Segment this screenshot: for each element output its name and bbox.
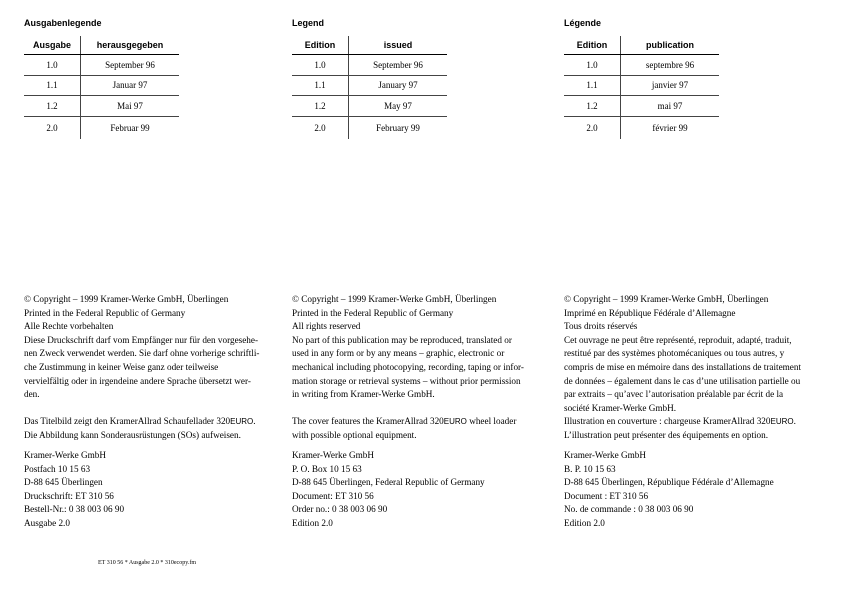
address-block: Kramer-Werke GmbH B. P. 10 15 63 D-88 645 Überlingen, République Fédérale d’Allemagne Document : ET 310 56 No. de commande : 0 38 003 06 90 Edition 2.0 [564, 450, 774, 528]
cell: février 99 [652, 122, 688, 133]
header-edition: Ausgabe [24, 36, 81, 55]
table-row [24, 55, 179, 76]
cell: Januar 97 [81, 75, 180, 96]
table-row [24, 116, 179, 139]
cell: 1.0 [24, 55, 81, 76]
cell: Februar 99 [110, 122, 150, 133]
header-issued: issued [349, 36, 448, 55]
header-issued: herausgegeben [81, 36, 180, 55]
page-footer: ET 310 56 * Ausgabe 2.0 * 310ecopy.fm [98, 560, 196, 566]
table-row [564, 96, 719, 117]
legend-title: Legend [292, 18, 325, 28]
cell: 1.0 [292, 55, 349, 76]
table-row [24, 75, 179, 96]
euro-mark: EURO [443, 417, 467, 427]
table-row [564, 55, 719, 76]
table-row [292, 75, 447, 96]
edition-table [564, 36, 719, 139]
cell: 1.2 [564, 96, 621, 117]
euro-mark: EURO [770, 417, 794, 427]
legend-title: Légende [564, 18, 602, 28]
legend-title: Ausgabenlegende [24, 18, 102, 28]
cell: janvier 97 [621, 75, 720, 96]
table-row [292, 116, 447, 139]
cell: January 97 [349, 75, 448, 96]
cell: September 96 [349, 55, 448, 76]
table-row [24, 96, 179, 117]
table-row [292, 96, 447, 117]
copyright-text: © Copyright – 1999 Kramer-Werke GmbH, Überlingen Imprimé en République Fédérale d’Allemagne Tous droits réservés Cet ouvrage ne peut être représenté, reproduit, adapté, traduit, restitué par des systèmes photomécaniques ou tous autres, y compris de mise en mémoire dans des installations de traitement de données – également dans le cas d’une utilisation partielle ou par extraits – qu’avec l’autorisation préalable par écrit de la société Kramer-Werke GmbH. Illustration en couverture : chargeuse KramerAllrad 320EURO. L’illustration peut présenter des équipements en option. [564, 294, 802, 440]
cell: 1.0 [564, 55, 621, 76]
cell: September 96 [81, 55, 180, 76]
cell: septembre 96 [621, 55, 720, 76]
edition-table [292, 36, 447, 139]
cell: 2.0 [564, 116, 621, 139]
header-edition: Edition [292, 36, 349, 55]
cell: 1.1 [564, 75, 621, 96]
copyright-text: © Copyright – 1999 Kramer-Werke GmbH, Überlingen Printed in the Federal Republic of Germany All rights reserved No part of this publication may be reproduced, translated or used in any form or by any means – graphic, electronic or mechanical including photocopying, recording, taping or infor- mation storage or retrieval systems – without prior permission in writing from Kramer-Werke GmbH. The cover features the KramerAllrad 320EURO wheel loader with possible optional equipment. [292, 294, 524, 440]
address-block: Kramer-Werke GmbH Postfach 10 15 63 D-88 645 Überlingen Druckschrift: ET 310 56 Bestell-Nr.: 0 38 003 06 90 Ausgabe 2.0 [24, 450, 125, 528]
cell: mai 97 [621, 96, 720, 117]
cell: 2.0 [24, 116, 81, 139]
euro-mark: EURO [230, 417, 254, 427]
edition-table [24, 36, 179, 139]
cell: 1.1 [292, 75, 349, 96]
cell: Mai 97 [81, 96, 180, 117]
copyright-text: © Copyright – 1999 Kramer-Werke GmbH, Überlingen Printed in the Federal Republic of Germany Alle Rechte vorbehalten Diese Druckschrift darf vom Empfänger nur für den vorgesehe- nen Zweck verwendet werden. Sie darf ohne vorherige schriftli- che Zustimmung in keiner Weise ganz oder teilweise vervielfältig oder in irgendeine andere Sprache übersetzt wer- den. Das Titelbild zeigt den KramerAllrad Schaufellader 320EURO. Die Abbildung kann Sonderausrüstungen (SOs) aufweisen. [24, 294, 260, 440]
cell: 1.1 [24, 75, 81, 96]
table-row [292, 55, 447, 76]
cell: February 99 [376, 122, 420, 133]
header-edition: Edition [564, 36, 621, 55]
header-issued: publication [621, 36, 720, 55]
cell: 1.2 [24, 96, 81, 117]
cell: 1.2 [292, 96, 349, 117]
cell: May 97 [349, 96, 448, 117]
address-block: Kramer-Werke GmbH P. O. Box 10 15 63 D-88 645 Überlingen, Federal Republic of Germany Document: ET 310 56 Order no.: 0 38 003 06 90 Edition 2.0 [292, 450, 485, 528]
cell: 2.0 [292, 116, 349, 139]
table-row [564, 75, 719, 96]
table-row [564, 116, 719, 139]
